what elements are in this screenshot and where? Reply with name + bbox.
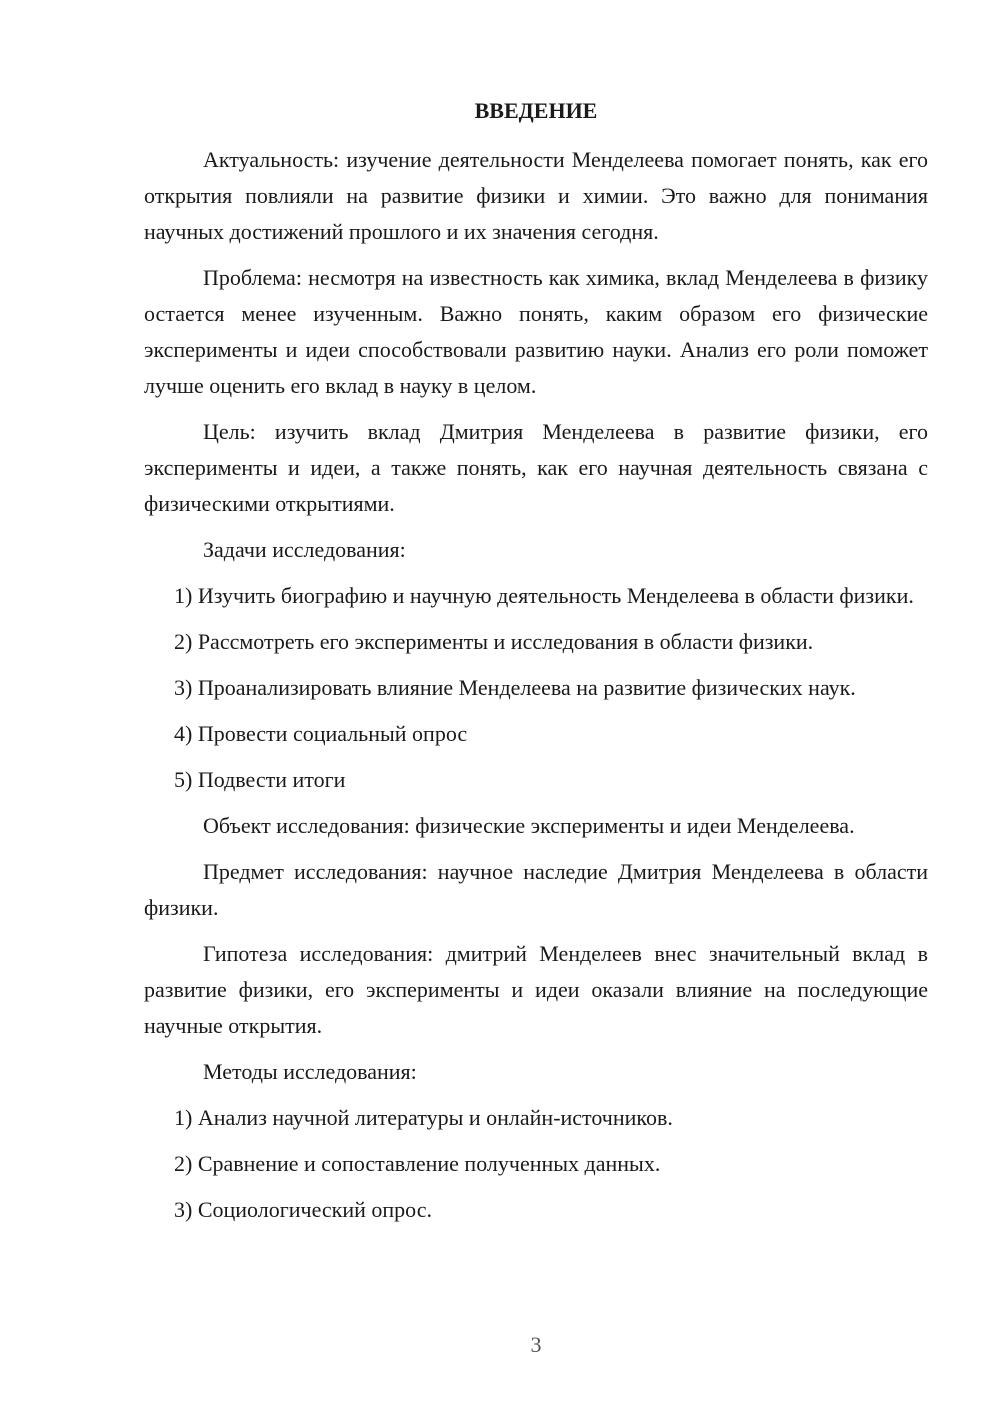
section-title: ВВЕДЕНИЕ: [474, 98, 598, 123]
tasks-heading: Задачи исследования:: [203, 537, 406, 562]
task-item: 5) Подвести итоги: [174, 767, 346, 792]
hypothesis-paragraph: Гипотеза исследования: дмитрий Менделеев внес значительный вклад в развитие физики, его эксперименты и идеи оказали влияние на последующие научные открытия.: [144, 941, 928, 1038]
methods-heading: Методы исследования:: [203, 1059, 417, 1084]
goal-paragraph: Цель: изучить вклад Дмитрия Менделеева в развитие физики, его эксперименты и идеи, а также понять, как его научная деятельность связана с физическими открытиями.: [144, 419, 928, 516]
page-number: 3: [530, 1332, 542, 1357]
relevance-paragraph: Актуальность: изучение деятельности Менделеева помогает понять, как его открытия повлияли на развитие физики и химии. Это важно для понимания научных достижений прошлого и их значения сегодня.: [144, 147, 928, 244]
method-item: 1) Анализ научной литературы и онлайн-источников.: [174, 1105, 673, 1130]
task-item: 3) Проанализировать влияние Менделеева на развитие физических наук.: [174, 675, 856, 700]
task-item: 2) Рассмотреть его эксперименты и исследования в области физики.: [174, 629, 814, 654]
task-item: 4) Провести социальный опрос: [174, 721, 468, 746]
object-paragraph: Объект исследования: физические эксперименты и идеи Менделеева.: [203, 813, 855, 838]
document-page: [144, 96, 928, 1238]
method-item: 3) Социологический опрос.: [174, 1197, 432, 1222]
task-item: 1) Изучить биографию и научную деятельность Менделеева в области физики.: [174, 583, 914, 608]
problem-paragraph: Проблема: несмотря на известность как химика, вклад Менделеева в физику остается менее изученным. Важно понять, каким образом его физические эксперименты и идеи способствовали развитию науки. Анализ его роли поможет лучше оценить его вклад в науку в целом.: [144, 265, 928, 398]
method-item: 2) Сравнение и сопоставление полученных данных.: [174, 1151, 661, 1176]
subject-paragraph: Предмет исследования: научное наследие Дмитрия Менделеева в области физики.: [144, 859, 928, 920]
